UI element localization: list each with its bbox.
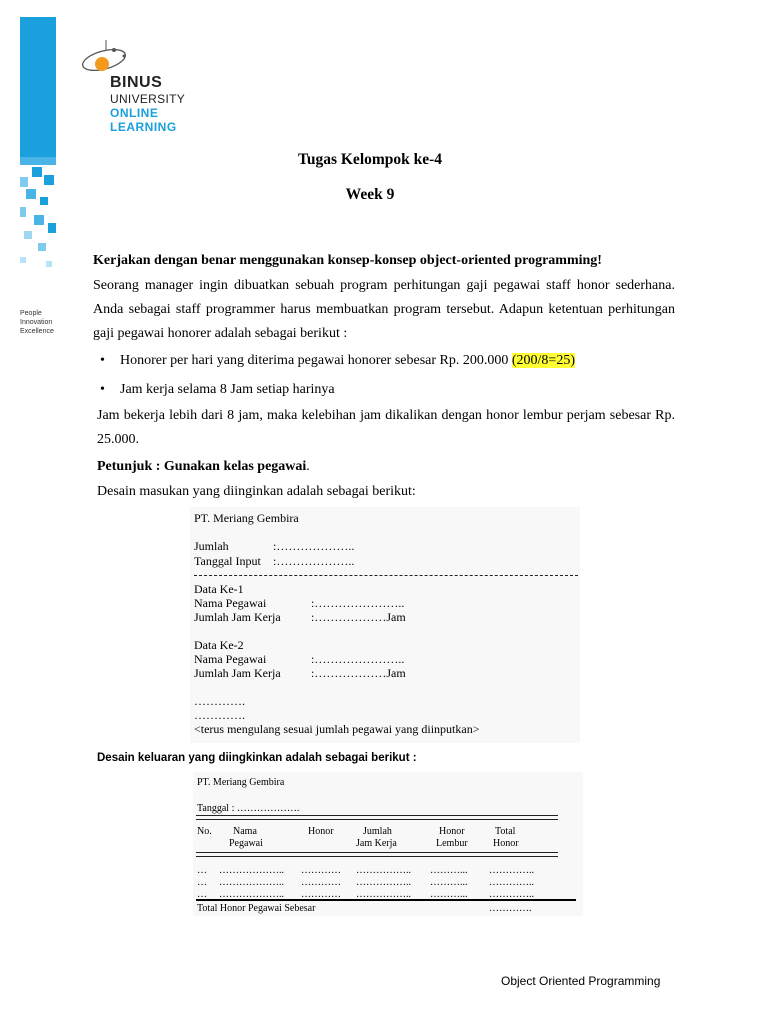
double-separator	[196, 815, 558, 820]
tanggal-input-value: :………………..	[273, 554, 355, 568]
col-total-header: Total	[495, 826, 516, 837]
col-no-header: No.	[197, 826, 212, 837]
bullet-item-honor: Honorer per hari yang diterima pegawai honorer sebesar Rp. 200.000 (200/8=25)	[120, 353, 575, 368]
overtime-paragraph: Jam bekerja lebih dari 8 jam, maka kelebihan jam dikalikan dengan honor lembur perjam sebesar Rp. 25.000.	[97, 408, 675, 447]
data-entry-title: Data Ke-1	[194, 582, 244, 596]
col-total-header: Honor	[493, 838, 519, 849]
assignment-title: Tugas Kelompok ke-4	[297, 151, 443, 168]
nama-pegawai-value: :…………………..	[311, 596, 405, 610]
logo-learning-text: LEARNING	[110, 120, 177, 134]
nama-pegawai-label: Nama Pegawai	[194, 652, 267, 666]
col-nama-header: Pegawai	[229, 838, 263, 849]
col-lembur-header: Honor	[439, 826, 465, 837]
ellipsis-line: ………….	[194, 708, 245, 722]
repeat-note: <terus mengulang sesuai jumlah pegawai yang diinputkan>	[194, 722, 480, 736]
university-tagline: People Innovation Excellence	[20, 310, 54, 335]
decorative-band	[20, 17, 56, 269]
bullet-marker: •	[100, 353, 105, 368]
col-nama-header: Nama	[233, 826, 257, 837]
bullet-marker: •	[100, 382, 105, 397]
jumlah-label: Jumlah	[194, 539, 229, 553]
tanggal-label: Tanggal : ……………….	[197, 803, 300, 814]
instruction-text: Kerjakan dengan benar menggunakan konsep-konsep object-oriented programming!	[93, 253, 602, 268]
nama-pegawai-value: :…………………..	[311, 652, 405, 666]
output-form-sample: PT. Meriang Gembira Tanggal : ………………. No. Nama Pegawai Honor Jumlah Jam Kerja Honor Lembur Total Honor … ……………….. ………… …………….. ………... ………….. … ……………….. ………… …………….. ………... ………….. … ……………….. ………… …………….. ………... ………….. Total Honor Pegawai Sebesar ………….	[193, 772, 583, 916]
jam-kerja-label: Jumlah Jam Kerja	[194, 666, 281, 680]
highlighted-formula: (200/8=25)	[511, 353, 575, 368]
col-jam-header: Jumlah	[363, 826, 392, 837]
company-name: PT. Meriang Gembira	[194, 511, 299, 525]
total-value: ………….	[489, 903, 532, 914]
company-name: PT. Meriang Gembira	[197, 777, 285, 788]
input-design-intro: Desain masukan yang diinginkan adalah sebagai berikut:	[97, 484, 416, 499]
output-design-intro: Desain keluaran yang diingkinkan adalah sebagai berikut :	[97, 752, 417, 764]
intro-paragraph: Seorang manager ingin dibuatkan sebuah program perhitungan gaji pegawai staff honor sederhana. Anda sebagai staff programmer harus membuatkan program tersebut. Adapun ketentuan perhitungan gaji pegawai honorer adalah sebagai berikut :	[93, 278, 675, 341]
logo-university-text: UNIVERSITY	[110, 92, 186, 106]
ellipsis-line: ………….	[194, 694, 245, 708]
jumlah-value: :………………..	[273, 539, 355, 553]
bullet-item-hours: Jam kerja selama 8 Jam setiap harinya	[120, 382, 335, 397]
col-jam-header: Jam Kerja	[356, 838, 397, 849]
nama-pegawai-label: Nama Pegawai	[194, 596, 267, 610]
col-honor-header: Honor	[308, 826, 334, 837]
logo-online-text: ONLINE	[110, 106, 159, 120]
tanggal-input-label: Tanggal Input	[194, 554, 261, 568]
jam-kerja-value: :………………Jam	[311, 666, 406, 680]
jam-kerja-label: Jumlah Jam Kerja	[194, 610, 281, 624]
data-entry-title: Data Ke-2	[194, 638, 244, 652]
hint-text: Petunjuk : Gunakan kelas pegawai.	[97, 459, 310, 474]
course-footer: Object Oriented Programming	[501, 974, 661, 988]
total-label: Total Honor Pegawai Sebesar	[197, 903, 316, 914]
separator-line	[194, 575, 578, 576]
col-lembur-header: Lembur	[436, 838, 468, 849]
logo-binus-text: BINUS	[110, 74, 163, 91]
input-form-sample	[190, 507, 580, 743]
jam-kerja-value: :………………Jam	[311, 610, 406, 624]
week-title: Week 9	[345, 186, 395, 203]
double-separator	[196, 852, 558, 857]
total-separator	[196, 899, 576, 901]
